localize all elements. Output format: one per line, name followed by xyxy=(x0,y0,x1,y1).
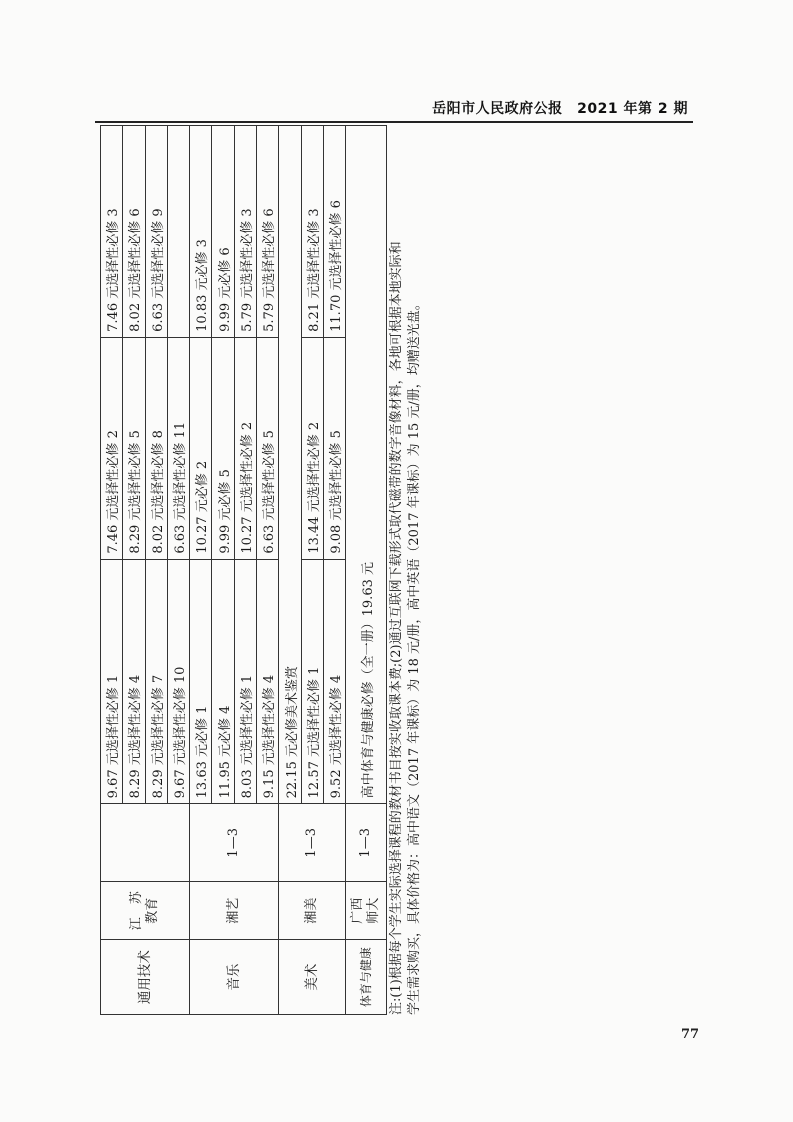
price-cell: 11.95 元必修 4 xyxy=(212,559,234,804)
price-cell: 6.63 元选择性必修 9 xyxy=(145,126,167,338)
price-cell: 12.57 元选择性必修 1 xyxy=(301,559,323,804)
price-cell: 22.15 元必修美术鉴赏 xyxy=(279,126,301,804)
publisher-cell xyxy=(346,882,387,940)
price-cell: 9.52 元选择性必修 4 xyxy=(323,559,345,804)
grade-cell: 1—3 xyxy=(346,804,387,882)
price-cell: 7.46 元选择性必修 3 xyxy=(101,126,123,338)
price-cell: 7.46 元选择性必修 2 xyxy=(101,337,123,559)
price-cell: 13.44 元选择性必修 2 xyxy=(301,337,323,559)
grade-cell: 1—3 xyxy=(279,804,346,882)
table-row xyxy=(279,126,301,1015)
table-row xyxy=(346,126,387,1015)
price-cell: 8.29 元选择性必修 4 xyxy=(123,559,145,804)
table-row xyxy=(101,126,123,1015)
price-cell: 9.08 元选择性必修 5 xyxy=(323,337,345,559)
price-cell: 9.99 元必修 6 xyxy=(212,126,234,338)
publisher-label: 广西 师大 xyxy=(350,897,382,924)
price-cell: 6.63 元选择性必修 11 xyxy=(167,337,189,559)
header-title: 岳阳市人民政府公报 2021 年第 2 期 xyxy=(432,101,688,117)
subject-cell: 美术 xyxy=(279,940,346,1015)
publisher-cell: 湘美 xyxy=(279,882,346,940)
price-cell xyxy=(167,126,189,338)
price-cell: 8.03 元选择性必修 1 xyxy=(234,559,256,804)
footnote-line: 学生需求购买，具体价格为：高中语文（2017 年课标）为 18 元/册，高中英语（2017 年课标）为 15 元/册，均赠送光盘。 xyxy=(407,297,422,1015)
price-cell: 9.99 元必修 5 xyxy=(212,337,234,559)
publisher-cell: 湘艺 xyxy=(190,882,279,940)
publisher-cell xyxy=(101,882,190,940)
price-cell: 高中体育与健康必修（全一册）19.63 元 xyxy=(346,126,387,804)
grade-cell xyxy=(101,804,190,882)
price-cell: 13.63 元必修 1 xyxy=(190,559,212,804)
price-cell: 10.83 元必修 3 xyxy=(190,126,212,338)
grade-cell: 1—3 xyxy=(190,804,279,882)
price-cell: 9.67 元选择性必修 10 xyxy=(167,559,189,804)
publisher-label: 江 苏 教育 xyxy=(129,891,161,931)
subject-cell: 通用技术 xyxy=(101,940,190,1015)
price-cell: 5.79 元选择性必修 3 xyxy=(234,126,256,338)
price-cell: 11.70 元选择性必修 6 xyxy=(323,126,345,338)
price-cell: 5.79 元选择性必修 6 xyxy=(257,126,279,338)
header-rule xyxy=(95,121,693,123)
price-cell: 8.29 元选择性必修 7 xyxy=(145,559,167,804)
price-cell: 9.67 元选择性必修 1 xyxy=(101,559,123,804)
footnote-line: 注:(1)根据每个学生实际选择课程的教材书目按实收取课本费;(2)通过互联网下载形式取代磁带的数字音像材料，各地可根据本地实际和 xyxy=(389,241,404,1015)
table-row xyxy=(190,126,212,1015)
price-cell: 8.02 元选择性必修 6 xyxy=(123,126,145,338)
subject-cell: 音乐 xyxy=(190,940,279,1015)
rotated-content xyxy=(100,125,440,1015)
price-cell: 8.02 元选择性必修 8 xyxy=(145,337,167,559)
footnote xyxy=(388,130,424,1015)
price-cell: 8.21 元选择性必修 3 xyxy=(301,126,323,338)
price-cell: 8.29 元选择性必修 5 xyxy=(123,337,145,559)
price-cell: 10.27 元选择性必修 2 xyxy=(234,337,256,559)
price-cell: 6.63 元选择性必修 5 xyxy=(257,337,279,559)
page-number: 77 xyxy=(681,1027,700,1042)
textbook-price-table xyxy=(100,125,387,1015)
price-cell: 10.27 元必修 2 xyxy=(190,337,212,559)
price-cell: 9.15 元选择性必修 4 xyxy=(257,559,279,804)
subject-cell: 体育与健康 xyxy=(346,940,387,1015)
